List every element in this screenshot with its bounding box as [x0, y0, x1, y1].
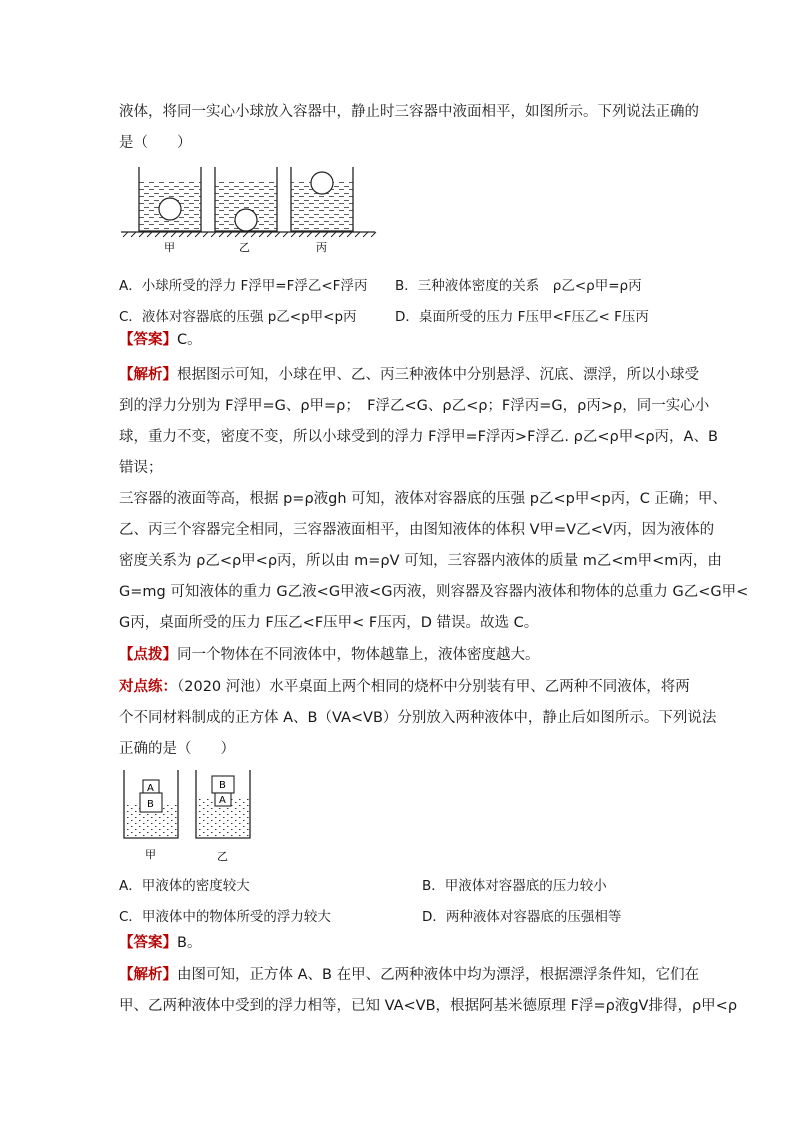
- ball-sunk: [235, 209, 257, 231]
- q1-analysis-line3: 球，重力不变，密度不变，所以小球受到的浮力 F浮甲=F浮丙>F浮乙. ρ乙<ρ甲<ρ丙，A、B: [119, 429, 718, 445]
- q1-option-a: A．小球所受的浮力 F浮甲=F浮乙<F浮丙: [119, 278, 368, 294]
- q1-analysis-line1: [119, 365, 699, 385]
- analysis-tag: 【解析】: [119, 367, 177, 383]
- beaker-yi-2: [196, 770, 250, 838]
- q1-analysis-line5: 三容器的液面等高，根据 p=ρ液gh 可知，液体对容器底的压强 p乙<p甲<p丙，C 正确；甲、: [119, 491, 727, 507]
- beaker-jia-2: [124, 770, 178, 838]
- fig2-block-label-a1: A: [147, 783, 154, 794]
- q2-option-a: A．甲液体的密度较大: [119, 878, 250, 894]
- analysis-text: 根据图示可知，小球在甲、乙、丙三种液体中分别悬浮、沉底、漂浮，所以小球受: [177, 367, 699, 383]
- q2-option-c: C．甲液体中的物体所受的浮力较大: [119, 909, 331, 925]
- q1-figure-three-beakers: [119, 165, 379, 255]
- q1-analysis-line6: 乙、丙三个容器完全相同，三容器液面相平，由图知液体的体积 V甲=V乙<V丙，因为液体的: [119, 522, 715, 538]
- tip-text: 同一个物体在不同液体中，物体越靠上，液体密度越大。: [177, 647, 540, 663]
- q1-option-c: C．液体对容器底的压强 p乙<p甲<p丙: [119, 309, 357, 325]
- analysis-tag-2: 【解析】: [119, 967, 177, 983]
- q2-figure-two-beakers: [119, 768, 279, 866]
- q1-stem-line2: 是（ ）: [119, 135, 192, 151]
- fig1-label-yi: 乙: [239, 241, 250, 254]
- ball-floating: [311, 172, 333, 194]
- answer-text-2: B。: [177, 935, 202, 951]
- q1-analysis-line9: G丙，桌面所受的压力 F压乙<F压甲< F压丙，D 错误。故选 C。: [119, 615, 539, 631]
- q1-analysis-line2: 到的浮力分别为 F浮甲=G、ρ甲=ρ； F浮乙<G、ρ乙<ρ；F浮丙=G，ρ丙>ρ，同一实心小: [119, 398, 710, 414]
- q1-analysis-line4: 错误；: [119, 460, 163, 476]
- q1-analysis-line8: G=mg 可知液体的重力 G乙液<G甲液<G丙液，则容器及容器内液体和物体的总重力 G乙<G甲<: [119, 584, 749, 600]
- q2-stem-text: （2020 河池）水平桌面上两个相同的烧杯中分别装有甲、乙两种不同液体，将两: [177, 679, 690, 695]
- q2-analysis-line1: [119, 965, 699, 985]
- analysis-text-2: 由图可知，正方体 A、B 在甲、乙两种液体中均为漂浮，根据漂浮条件知，它们在: [177, 967, 700, 983]
- answer-text: C。: [177, 332, 202, 348]
- fig2-block-label-b1: B: [147, 799, 154, 810]
- fig1-label-jia: 甲: [164, 241, 175, 254]
- fig1-label-bing: 丙: [316, 241, 327, 254]
- ball-suspended: [159, 198, 181, 220]
- fig2-label-jia: 甲: [145, 848, 156, 861]
- q1-answer: [119, 330, 202, 350]
- q2-answer: [119, 933, 201, 953]
- fig2-block-label-b2: B: [219, 780, 226, 791]
- q2-option-d: D．两种液体对容器底的压强相等: [422, 909, 622, 925]
- q2-option-b: B．甲液体对容器底的压力较小: [422, 878, 607, 894]
- q1-stem-line1: 液体，将同一实心小球放入容器中，静止时三容器中液面相平，如图所示。下列说法正确的: [119, 104, 699, 120]
- q1-option-d: D．桌面所受的压力 F压甲<F压乙< F压丙: [395, 309, 649, 325]
- beaker-yi: [215, 167, 277, 231]
- q2-stem-line2: 个不同材料制成的正方体 A、B（VA<VB）分别放入两种液体中，静止后如图所示。下列说法: [119, 710, 717, 726]
- q2-stem-line1: [119, 677, 690, 697]
- ground-hatch: [123, 232, 376, 237]
- practice-tag: 对点练：: [119, 679, 177, 695]
- fig2-label-yi: 乙: [217, 850, 228, 863]
- answer-tag: 【答案】: [119, 332, 177, 348]
- q1-tip: [119, 645, 540, 665]
- q1-analysis-line7: 密度关系为 ρ乙<ρ甲<ρ丙，所以由 m=ρV 可知，三容器内液体的质量 m乙<m甲<m丙，由: [119, 553, 722, 569]
- fig2-block-label-a2: A: [219, 795, 226, 806]
- beaker-bing: [291, 167, 353, 231]
- tip-tag: 【点拨】: [119, 647, 177, 663]
- beaker-jia: [139, 167, 201, 231]
- q2-analysis-line2: 甲、乙两种液体中受到的浮力相等，已知 VA<VB，根据阿基米德原理 F浮=ρ液gV排得，ρ甲<ρ: [119, 998, 738, 1014]
- q2-stem-line3: 正确的是（ ）: [119, 741, 235, 757]
- answer-tag-2: 【答案】: [119, 935, 177, 951]
- q1-option-b: B．三种液体密度的关系 ρ乙<ρ甲=ρ丙: [395, 278, 642, 294]
